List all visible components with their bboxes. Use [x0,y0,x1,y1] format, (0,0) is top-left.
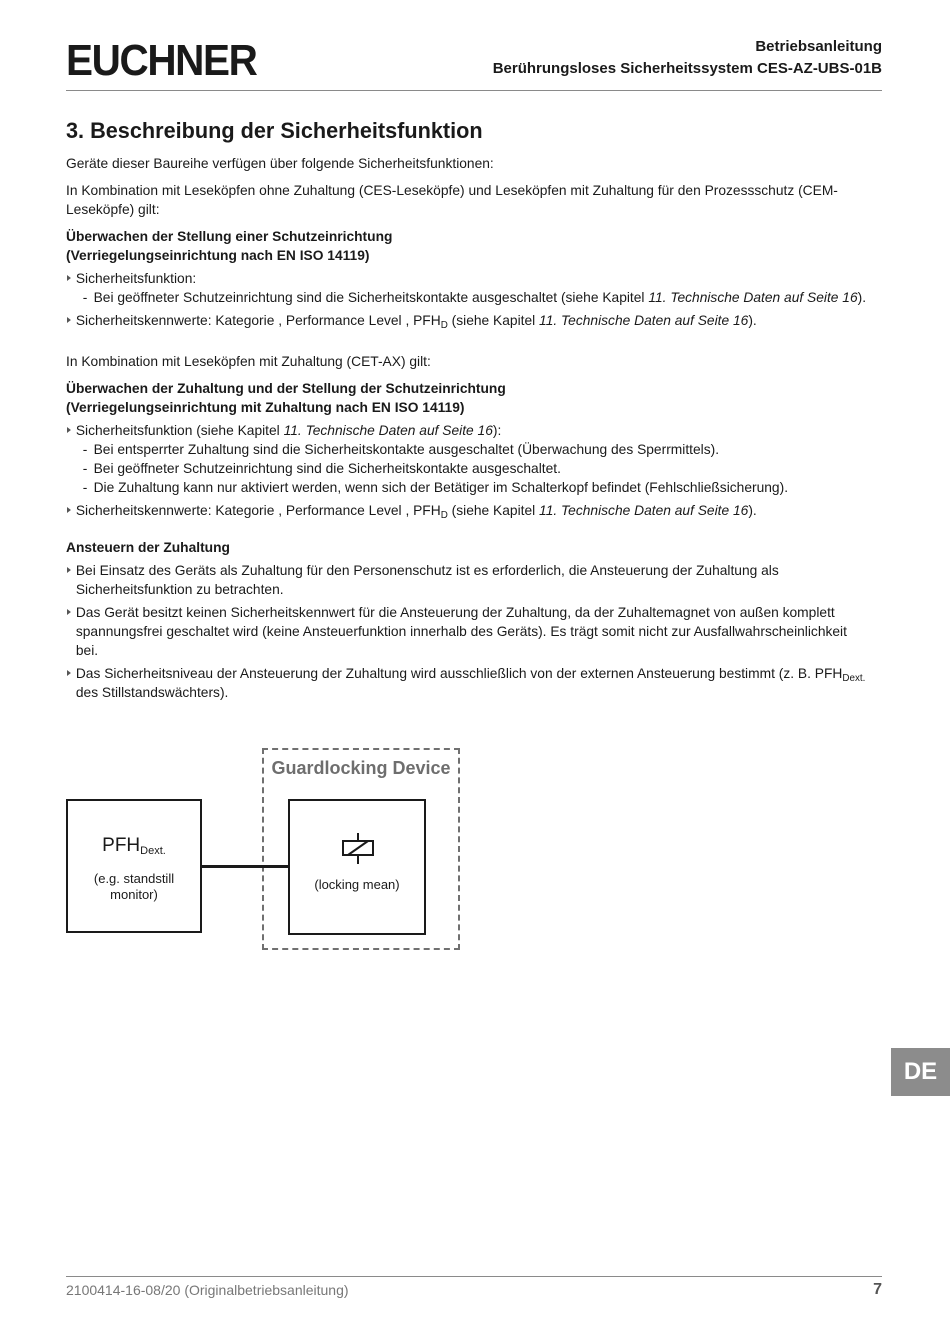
bullet-text: Sicherheitskennwerte: Kategorie , Performance Level , PFH [75,312,441,328]
list-item: Bei Einsatz des Geräts als Zuhaltung für den Personenschutz ist es erforderlich, die Ansteuerung der Zuhaltung als Sicherheitsfunktion zu betrachten. [66,561,870,599]
chapter-reference: 11. Technische Daten auf Seite 16 [539,312,749,328]
dash-text-end: ). [857,289,867,305]
standstill-monitor-box [66,799,202,933]
dash-item: - Die Zuhaltung kann nur aktiviert werden, wenn sich der Betätiger im Schalterkopf befindet (Fehlschließsicherung). [76,478,870,497]
bullet-text: Sicherheitskennwerte: Kategorie , Performance Level , PFH [75,502,441,518]
connection-line [202,865,290,868]
subscript: D [440,320,448,331]
combination-paragraph-2: In Kombination mit Leseköpfen mit Zuhaltung (CET-AX) gilt: [66,353,431,369]
dash-item [76,288,870,307]
pfh-text: PFH [102,835,141,856]
list-item [66,421,870,497]
bullet-text: Das Sicherheitsniveau der Ansteuerung der Zuhaltung wird ausschließlich von der externen Ansteuerung bestimmt (z. B. PFH [75,665,843,681]
block1-heading-line1: Überwachen der Stellung einer Schutzeinrichtung [66,228,393,244]
dash-item: - Bei geöffneter Schutzeinrichtung sind die Sicherheitskontakte ausgeschaltet. [76,459,870,478]
spacer [66,528,870,534]
footer-reference: 2100414-16-08/20 (Originalbetriebsanleitung) [66,1282,349,1298]
footer-divider [66,1276,882,1277]
combination-paragraph-1: In Kombination mit Leseköpfen ohne Zuhaltung (CES-Leseköpfe) und Leseköpfen mit Zuhaltung für den Prozessschutz (CEM-Leseköpfe) gilt: [66,182,838,217]
document-title: Berührungsloses Sicherheitssystem CES-AZ-UBS-01B [492,60,882,77]
list-item [66,664,870,702]
bullet-text-end: ). [748,312,757,328]
locking-mean-desc: (locking mean) [314,877,400,892]
block1-heading [66,227,870,265]
list-item [66,501,870,520]
bullet-text-mid: (siehe Kapitel [447,312,540,328]
block3-list [66,561,870,702]
dash-text: Bei geöffneter Schutzeinrichtung sind die Sicherheitskontakte ausgeschaltet (siehe Kapitel [93,289,649,305]
spacer [66,338,870,352]
subscript: Dext. [842,673,866,684]
chapter-reference: 11. Technische Daten auf Seite 16 [283,422,493,438]
dash-item: - Bei entsperrter Zuhaltung sind die Sicherheitskontakte ausgeschaltet (Überwachung des Sperrmittels). [76,440,870,459]
page-number: 7 [873,1281,882,1298]
intro-paragraph: Geräte dieser Baureihe verfügen über folgende Sicherheitsfunktionen: [66,155,494,171]
main-content [66,116,870,710]
list-item [66,311,870,330]
section-title: 3. Beschreibung der Sicherheitsfunktion [66,118,483,143]
pfh-label [68,835,200,857]
bullet-text: Sicherheitsfunktion: [75,270,197,286]
list-item: Das Gerät besitzt keinen Sicherheitskennwert für die Ansteuerung der Zuhaltung, da der Zuhaltemagnet von außen komplett spannungsfrei geschaltet wird (keine Ansteuerfunktion innerhalb des Geräts). Es trägt somit nicht zur Ausfallwahrscheinlichkeit bei. [66,603,870,660]
dash-list [76,288,870,307]
guardlocking-device-title: Guardlocking Device [271,758,451,778]
list-item [66,269,870,307]
block2-list [66,421,870,520]
dash-list [76,440,870,497]
bullet-text-end: des Stillstandswächters). [75,684,229,700]
header-divider [66,90,882,91]
bullet-text-end: ). [748,502,757,518]
solenoid-coil-icon [340,833,376,865]
bullet-text-end: ): [492,422,502,438]
locking-mean-box [288,799,426,935]
bullet-text: Sicherheitsfunktion (siehe Kapitel [75,422,284,438]
block1-heading-line2: (Verriegelungseinrichtung nach EN ISO 14119) [66,247,370,263]
bullet-text-mid: (siehe Kapitel [447,502,540,518]
pfh-subscript: Dext. [140,845,166,857]
block2-heading-line2: (Verriegelungseinrichtung mit Zuhaltung nach EN ISO 14119) [66,399,465,415]
block3-heading: Ansteuern der Zuhaltung [66,539,230,555]
subscript: D [440,510,448,521]
brand-logo: EUCHNER [66,36,257,85]
chapter-reference: 11. Technische Daten auf Seite 16 [648,289,858,305]
block1-list [66,269,870,330]
document-type: Betriebsanleitung [755,38,882,55]
chapter-reference: 11. Technische Daten auf Seite 16 [539,502,749,518]
block2-heading [66,379,870,417]
language-tab: DE [891,1048,950,1096]
guardlocking-diagram [66,746,466,956]
block2-heading-line1: Überwachen der Zuhaltung und der Stellung der Schutzeinrichtung [66,380,506,396]
standstill-monitor-desc: (e.g. standstill monitor) [93,871,175,902]
